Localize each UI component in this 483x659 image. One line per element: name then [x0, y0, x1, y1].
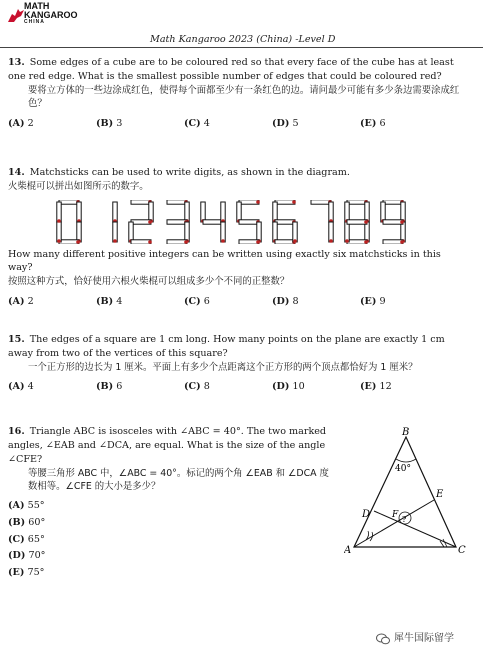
answer-choices — [8, 117, 468, 131]
question-text-zh: 等腰三角形 ABC 中，∠ABC = 40°。标记的两个角 ∠EAB 和 ∠DCA 度数相等。∠CFE 的大小是多少？ — [28, 467, 329, 493]
matchstick — [383, 200, 403, 204]
logo-line-2: KANGAROO — [24, 10, 78, 20]
choice-label: (B) — [96, 118, 114, 130]
matchstick — [275, 239, 295, 243]
choice-label: (C) — [184, 381, 201, 393]
answer-choice — [360, 380, 448, 394]
choice-label: (B) — [96, 295, 114, 307]
matchstick-digit — [344, 200, 370, 244]
choice-label: (D) — [272, 381, 290, 393]
matchstick-digit — [308, 200, 334, 244]
question-number: 14. — [8, 167, 25, 178]
matchstick — [57, 222, 61, 242]
matchstick — [311, 200, 331, 204]
watermark-text: 犀牛国际留学 — [394, 633, 454, 644]
choice-label: (D) — [272, 118, 290, 130]
matchstick — [273, 222, 277, 242]
matchstick — [347, 200, 367, 204]
choice-value: 60° — [28, 516, 46, 528]
kangaroo-icon — [6, 6, 26, 24]
matchstick — [401, 222, 405, 242]
vertex-label-c: C — [458, 545, 466, 556]
matchstick-digit — [272, 200, 298, 244]
matchstick-digit — [92, 200, 118, 244]
matchstick — [185, 202, 189, 222]
choice-value: 4 — [27, 381, 34, 393]
matchstick — [131, 239, 151, 243]
choice-value: 4 — [203, 118, 210, 130]
question-number: 15. — [8, 334, 25, 345]
matchstick — [257, 222, 261, 242]
choice-label: (B) — [96, 381, 114, 393]
choice-value: 9 — [379, 295, 386, 307]
vertex-label-b: B — [402, 427, 410, 438]
matchstick — [131, 200, 151, 204]
matchstick — [381, 202, 385, 222]
matchstick — [59, 239, 79, 243]
matchstick — [365, 202, 369, 222]
matchstick-digit — [236, 200, 262, 244]
watermark — [376, 632, 454, 647]
matchstick — [383, 239, 403, 243]
matchstick — [365, 222, 369, 242]
question-15 — [8, 333, 468, 394]
answer-choice — [8, 117, 96, 131]
choice-label: (E) — [360, 295, 377, 307]
page-title: Math Kangaroo 2023 (China) -Level D — [150, 34, 336, 45]
matchstick — [383, 219, 403, 223]
question-text-zh: 一个正方形的边长为 1 厘米。平面上有多少个点距离这个正方形的两个顶点都恰好为 1 厘米？ — [28, 361, 418, 373]
matchstick — [131, 219, 151, 223]
matchstick — [203, 219, 223, 223]
answer-choice — [8, 295, 96, 309]
choice-label: (B) — [8, 516, 26, 528]
answer-choice — [184, 295, 272, 309]
choice-value: 55° — [27, 499, 45, 511]
choice-label: (A) — [8, 118, 25, 130]
matchstick — [275, 200, 295, 204]
choice-value: 65° — [27, 533, 45, 545]
choice-value: 3 — [116, 118, 123, 130]
choice-value: 10 — [292, 381, 305, 393]
question-text-zh: 要将立方体的一些边涂成红色，使得每个面都至少有一条红色的边。请问最少可能有多少条边需要涂成红色？ — [28, 84, 460, 110]
matchstick-digit — [56, 200, 82, 244]
choice-label: (C) — [184, 295, 201, 307]
answer-choice — [184, 117, 272, 131]
unknown-angle-label: ? — [402, 515, 407, 524]
matchstick — [77, 202, 81, 222]
choice-value: 6 — [203, 295, 210, 307]
matchstick — [345, 222, 349, 242]
matchstick — [201, 202, 205, 222]
answer-choice — [96, 117, 184, 131]
matchstick — [275, 219, 295, 223]
choice-value: 8 — [292, 295, 299, 307]
page-header — [0, 0, 483, 48]
point-label-e: E — [436, 489, 444, 500]
matchstick — [239, 239, 259, 243]
choice-value: 8 — [203, 381, 210, 393]
matchstick-digit — [164, 200, 190, 244]
choice-value: 5 — [292, 118, 299, 130]
question-number: 13. — [8, 57, 25, 68]
answer-choice — [96, 295, 184, 309]
question-text-en: Matchsticks can be used to write digits, as shown in the diagram. — [29, 167, 350, 178]
vertex-label-a: A — [344, 545, 352, 556]
matchstick — [167, 239, 187, 243]
header-divider — [0, 47, 483, 48]
answer-choice — [8, 498, 96, 515]
math-kangaroo-logo — [6, 2, 116, 42]
matchstick — [237, 202, 241, 222]
logo-line-1: MATH — [24, 1, 50, 11]
matchstick — [401, 202, 405, 222]
choice-value: 6 — [379, 118, 386, 130]
matchstick — [167, 200, 187, 204]
question-text-zh-2: 按照这种方式，恰好使用六根火柴棍可以组成多少个不同的正整数？ — [8, 276, 290, 288]
matchstick — [273, 202, 277, 222]
answer-choice — [272, 380, 360, 394]
choice-label: (E) — [360, 118, 377, 130]
matchstick — [239, 200, 259, 204]
wechat-icon — [376, 633, 390, 645]
choice-label: (D) — [272, 295, 290, 307]
question-13 — [8, 56, 468, 131]
matchstick — [59, 200, 79, 204]
answer-choice — [8, 565, 96, 582]
matchstick-digit — [128, 200, 154, 244]
matchstick — [221, 222, 225, 242]
question-text-en: The edges of a square are 1 cm long. How many points on the plane are exactly 1 cm away from two of the vertices of this square? — [8, 334, 445, 359]
matchstick-digit — [200, 200, 226, 244]
matchstick — [77, 222, 81, 242]
answer-choice — [360, 295, 448, 309]
answer-choice — [8, 532, 96, 549]
matchstick — [113, 222, 117, 242]
matchstick-digit — [380, 200, 406, 244]
matchstick — [113, 202, 117, 222]
choice-label: (E) — [360, 381, 377, 393]
matchstick — [129, 222, 133, 242]
answer-choice — [272, 295, 360, 309]
matchstick — [167, 219, 187, 223]
answer-choice — [8, 380, 96, 394]
answer-choice — [184, 380, 272, 394]
triangle-figure — [344, 425, 474, 565]
choice-label: (D) — [8, 550, 26, 562]
answer-choice — [272, 117, 360, 131]
matchstick — [347, 219, 367, 223]
matchstick — [57, 202, 61, 222]
question-13-text — [8, 56, 468, 84]
matchstick — [293, 222, 297, 242]
answer-choices — [8, 380, 468, 394]
question-16 — [8, 425, 338, 582]
choice-label: (A) — [8, 381, 25, 393]
choice-value: 2 — [27, 295, 34, 307]
answer-choice — [8, 515, 96, 532]
point-label-f: F — [392, 510, 399, 520]
matchstick — [329, 222, 333, 242]
choice-value: 70° — [28, 550, 46, 562]
answer-choices — [8, 498, 338, 582]
answer-choice — [96, 380, 184, 394]
choice-value: 75° — [27, 567, 45, 579]
choice-value: 4 — [116, 295, 123, 307]
choice-label: (A) — [8, 295, 25, 307]
choice-value: 12 — [379, 381, 392, 393]
matchstick — [185, 222, 189, 242]
choice-value: 2 — [27, 118, 34, 130]
matchstick — [329, 202, 333, 222]
logo-line-3: CHINA — [24, 19, 45, 25]
choice-label: (C) — [8, 533, 25, 545]
matchstick — [347, 239, 367, 243]
angle-label: 40° — [395, 464, 411, 474]
matchstick — [345, 202, 349, 222]
answer-choice — [360, 117, 448, 131]
question-number: 16. — [8, 426, 25, 437]
question-14 — [8, 166, 468, 309]
matchstick-digits-figure — [8, 200, 468, 244]
matchstick — [221, 202, 225, 222]
answer-choice — [8, 548, 96, 565]
question-text-en: Some edges of a cube are to be coloured red so that every face of the cube has at least one red edge. What is the smallest possible number of edges that could be coloured red? — [8, 57, 454, 82]
choice-label: (C) — [184, 118, 201, 130]
matchstick — [149, 202, 153, 222]
matchstick — [239, 219, 259, 223]
question-text-en: Triangle ABC is isosceles with ∠ABC = 40°. The two marked angles, ∠EAB and ∠DCA, are equal. What is the size of the angle ∠CFE? — [8, 426, 327, 465]
choice-label: (E) — [8, 567, 25, 579]
question-text-zh: 火柴棍可以拼出如图所示的数字。 — [8, 180, 149, 192]
answer-choices — [8, 295, 468, 309]
choice-label: (A) — [8, 499, 25, 511]
choice-value: 6 — [116, 381, 123, 393]
point-label-d: D — [362, 509, 371, 520]
question-text-en-2: How many different positive integers can be written using exactly six matchsticks in this way? — [8, 248, 441, 274]
